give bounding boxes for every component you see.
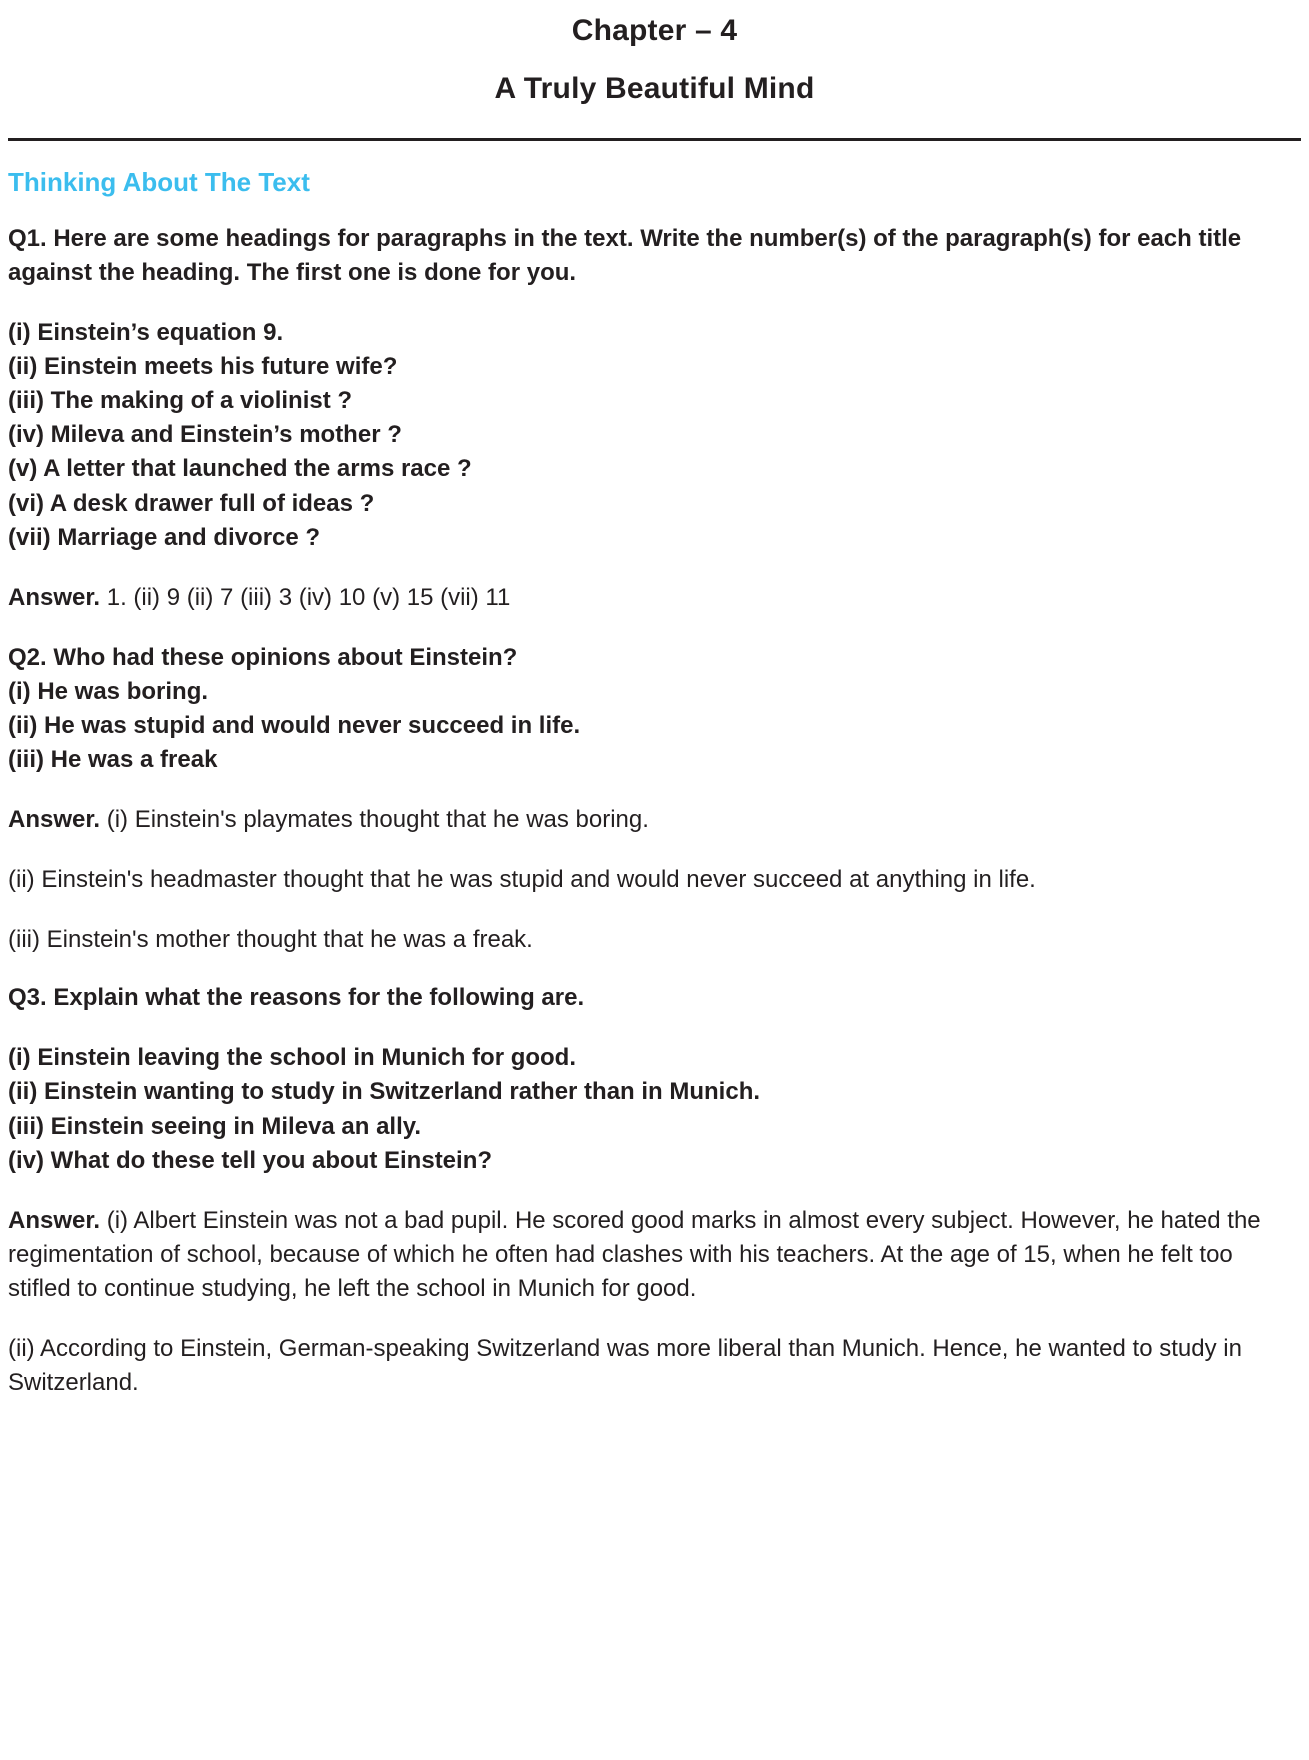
answer-text: 1. (ii) 9 (ii) 7 (iii) 3 (iv) 10 (v) 15 (vii) 11	[100, 583, 511, 611]
section-heading-thinking-about-the-text: Thinking About The Text	[8, 167, 310, 197]
list-item: (i) Einstein leaving the school in Munich for good.	[8, 1044, 577, 1072]
list-item: (ii) Einstein meets his future wife?	[8, 353, 398, 381]
question-1-items	[8, 316, 1301, 555]
chapter-number-title: Chapter – 4	[571, 14, 738, 47]
answer-label: Answer.	[8, 583, 101, 611]
chapter-name-title: A Truly Beautiful Mind	[494, 72, 815, 105]
question-1-answer	[8, 581, 1301, 615]
question-2-answer-ii: (ii) Einstein's headmaster thought that he was stupid and would never succeed at anything in life.	[8, 866, 1036, 894]
list-item: (ii) Einstein wanting to study in Switzerland rather than in Munich.	[8, 1078, 761, 1106]
question-3-prompt: Q3. Explain what the reasons for the following are.	[8, 984, 585, 1012]
list-item: (iv) Mileva and Einstein’s mother ?	[8, 421, 402, 449]
document-page	[0, 10, 1309, 1400]
list-item: (vii) Marriage and divorce ?	[8, 523, 321, 551]
list-item: (iii) The making of a violinist ?	[8, 387, 353, 415]
list-item: (i) Einstein’s equation 9.	[8, 319, 284, 347]
answer-text: (i) Albert Einstein was not a bad pupil. He scored good marks in almost every subject. However, he hated the regimentation of school, because of which he often had clashes with his teachers. At the age of 15, when he felt too stifled to continue studying, he left the school in Munich for good.	[8, 1206, 1261, 1302]
list-item: (i) He was boring.	[8, 677, 209, 705]
question-2-block	[8, 641, 1301, 777]
answer-label: Answer.	[8, 806, 101, 834]
question-1-prompt: Q1. Here are some headings for paragraphs in the text. Write the number(s) of the paragraph(s) for each title against the heading. The first one is done for you.	[8, 225, 1242, 287]
question-2-answer-iii: (iii) Einstein's mother thought that he was a freak.	[8, 926, 533, 954]
list-item: (ii) He was stupid and would never succeed in life.	[8, 711, 581, 739]
question-3-answer-i	[8, 1204, 1301, 1306]
answer-label: Answer.	[8, 1206, 101, 1234]
question-2-prompt: Q2. Who had these opinions about Einstein?	[8, 643, 518, 671]
answer-text: (i) Einstein's playmates thought that he was boring.	[100, 806, 649, 834]
list-item: (v) A letter that launched the arms race ?	[8, 455, 472, 483]
list-item: (vi) A desk drawer full of ideas ?	[8, 489, 375, 517]
list-item: (iv) What do these tell you about Einstein?	[8, 1146, 493, 1174]
list-item: (iii) He was a freak	[8, 746, 218, 774]
question-2-answer-i	[8, 803, 1301, 837]
list-item: (iii) Einstein seeing in Mileva an ally.	[8, 1112, 422, 1140]
question-3-items	[8, 1041, 1301, 1177]
header-divider	[8, 138, 1301, 141]
question-3-answer-ii: (ii) According to Einstein, German-speaking Switzerland was more liberal than Munich. Hence, he wanted to study in Switzerland.	[8, 1334, 1242, 1397]
